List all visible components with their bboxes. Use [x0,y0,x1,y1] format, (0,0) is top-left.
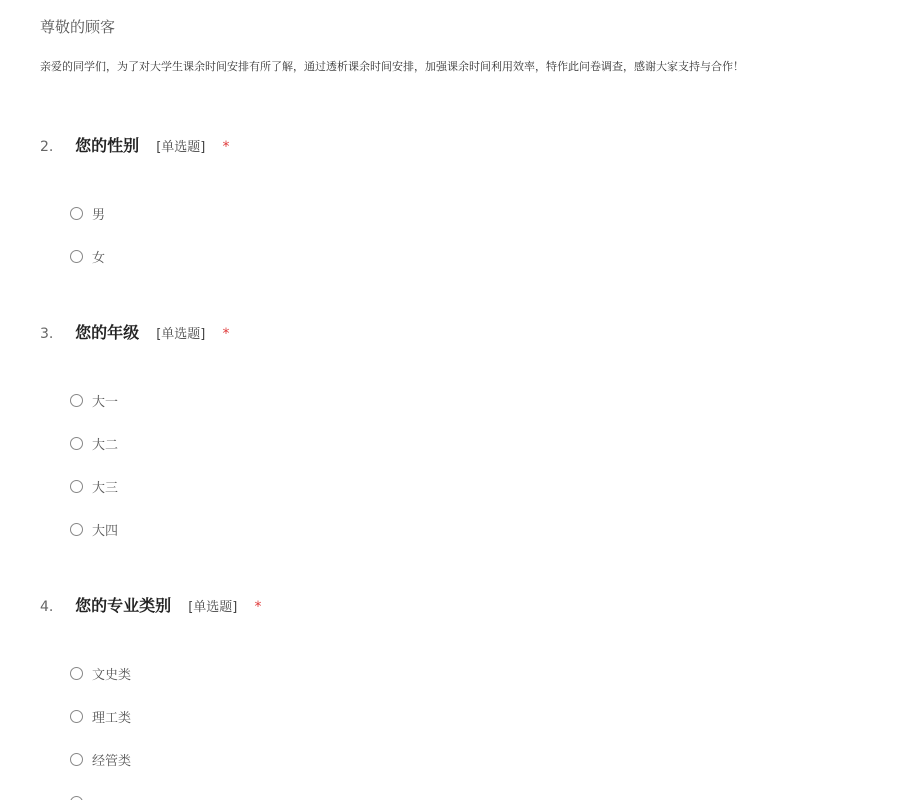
option-male[interactable] [70,206,105,249]
option-senior[interactable] [70,522,118,565]
option-label: 经管类 [92,754,132,769]
question-grade [40,321,880,539]
radio-button[interactable] [70,710,83,723]
question-number: 2. [40,139,54,155]
question-title: 您的年级 [75,323,140,342]
required-marker: * [222,326,230,342]
option-label: 文史类 [92,668,132,683]
question-type: [单选题] [188,600,238,615]
option-liberal-arts[interactable] [70,666,131,709]
radio-button[interactable] [70,207,83,220]
question-number: 3. [40,326,54,342]
option-list [70,666,131,800]
question-number: 4. [40,599,54,615]
option-economics-management[interactable] [70,752,131,795]
option-list [70,206,105,292]
question-title: 您的性别 [75,136,140,155]
option-freshman[interactable] [70,393,118,436]
option-label: 大一 [92,395,119,410]
question-type: [单选题] [156,140,206,155]
survey-greeting: 尊敬的顾客 [40,18,116,36]
option-junior[interactable] [70,479,118,522]
required-marker: * [254,599,262,615]
radio-button[interactable] [70,753,83,766]
option-label: 大二 [92,438,119,453]
question-type: [单选题] [156,327,206,342]
question-major [40,594,880,769]
radio-button[interactable] [70,796,83,800]
option-label: 大三 [92,481,119,496]
radio-button[interactable] [70,394,83,407]
question-header [40,594,880,618]
question-header [40,134,880,158]
radio-button[interactable] [70,523,83,536]
option-sophomore[interactable] [70,436,118,479]
radio-button[interactable] [70,480,83,493]
option-label: 女 [92,251,106,266]
option-female[interactable] [70,249,105,292]
radio-button[interactable] [70,667,83,680]
option-science-engineering[interactable] [70,709,131,752]
option-label: 大四 [92,524,119,539]
question-title: 您的专业类别 [75,596,172,615]
option-partial[interactable] [70,795,131,800]
option-list [70,393,118,565]
question-gender [40,134,880,266]
survey-intro: 亲爱的同学们，为了对大学生课余时间安排有所了解，通过透析课余时间安排，加强课余时间利用效率，特作此问卷调查，感谢大家支持与合作！ [40,60,744,73]
option-label: 理工类 [92,711,132,726]
radio-button[interactable] [70,437,83,450]
radio-button[interactable] [70,250,83,263]
required-marker: * [222,139,230,155]
question-header [40,321,880,345]
option-label: 男 [92,208,106,223]
